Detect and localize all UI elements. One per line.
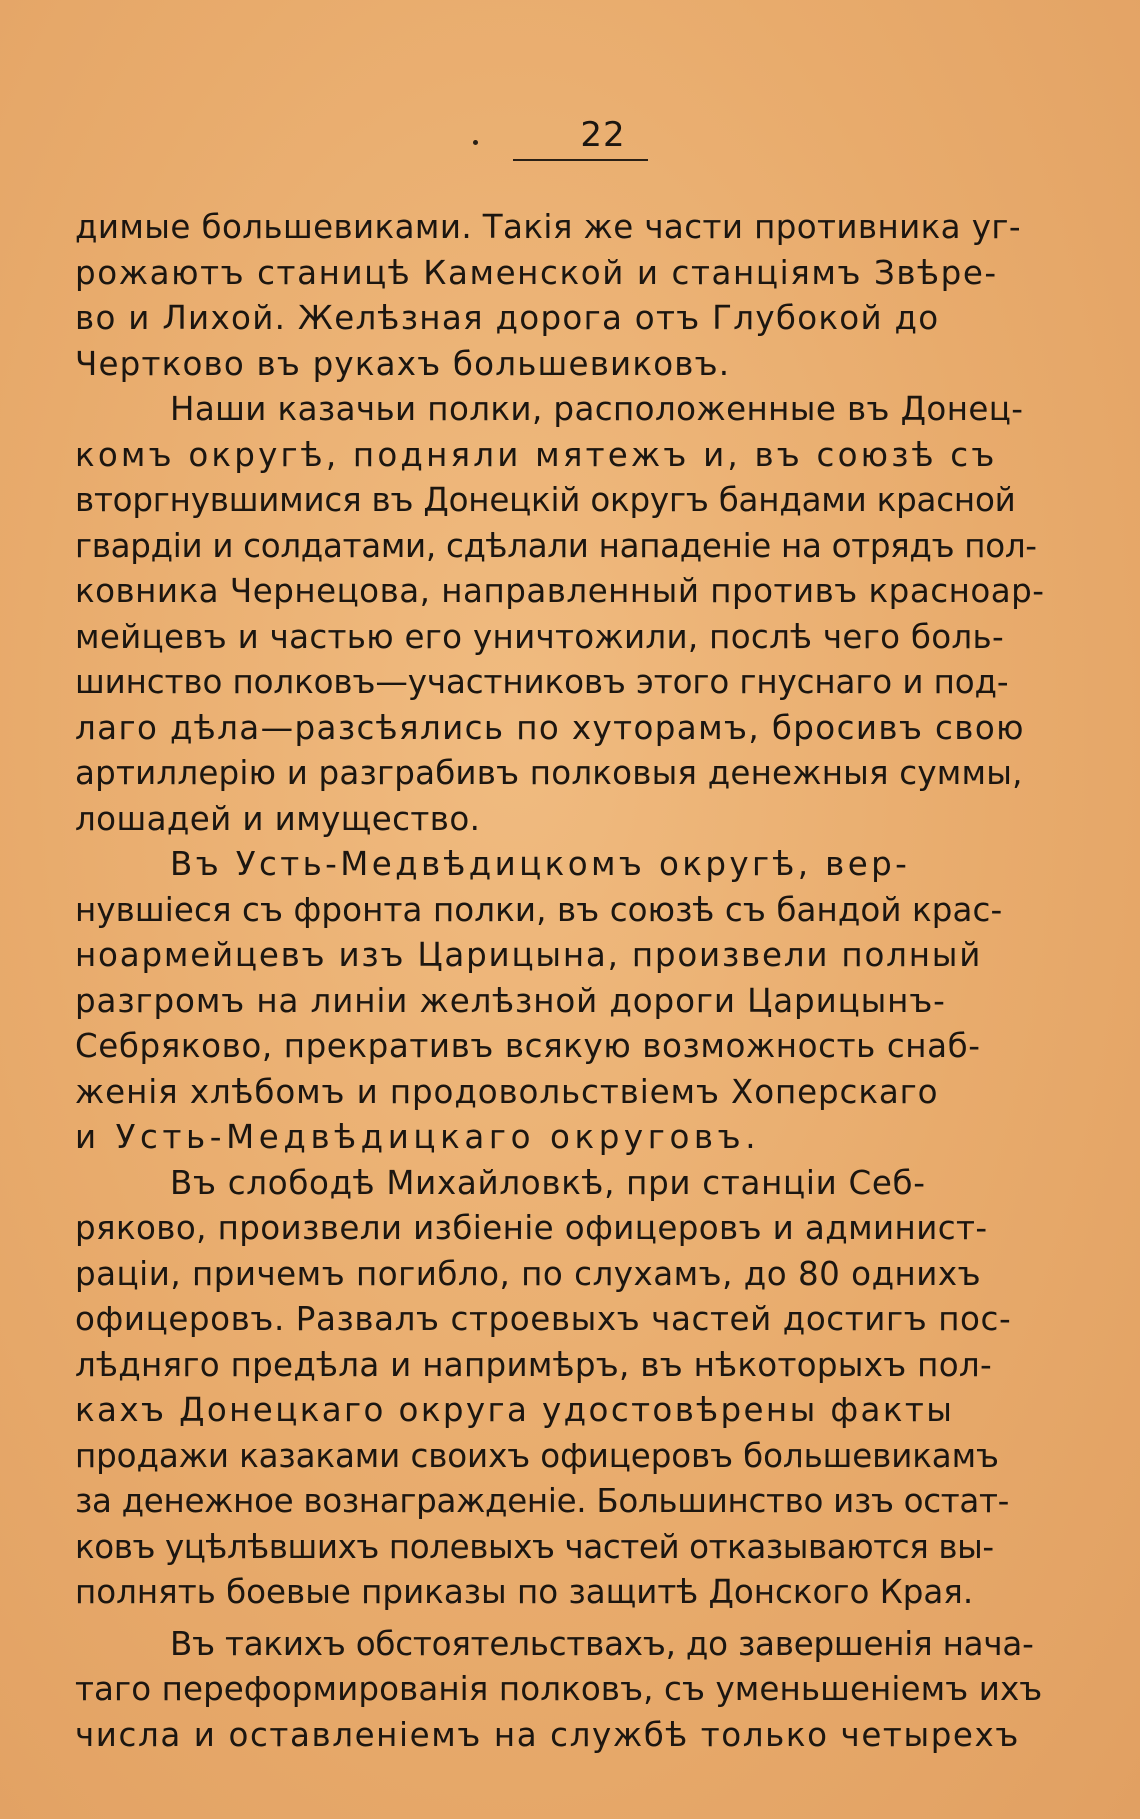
text-line: кахъ Донецкаго округа удостовѣрены факты: [75, 1391, 955, 1429]
text-line: Чертково въ рукахъ большевиковъ.: [75, 344, 731, 383]
paragraph-start: Въ Усть-Медвѣдицкомъ округѣ, вер-: [170, 845, 911, 883]
text-line: продажи казаками своихъ офицеровъ большевикамъ: [75, 1436, 999, 1475]
text-line: во и Лихой. Желѣзная дорога отъ Глубокой до: [75, 299, 940, 337]
text-line: гвардіи и солдатами, сдѣлали нападеніе на отрядъ пол-: [75, 526, 1037, 565]
text-line: офицеровъ. Развалъ строевыхъ частей достигъ пос-: [75, 1300, 1012, 1338]
paragraph-start: Въ слободѣ Михайловкѣ, при станціи Себ-: [170, 1163, 926, 1202]
header-dot: [473, 140, 478, 145]
text-line: ковника Чернецова, направленный противъ красноар-: [75, 572, 1045, 610]
text-line: артиллерію и разграбивъ полковыя денежныя суммы,: [75, 754, 1023, 792]
text-line: лошадей и имущество.: [75, 799, 481, 838]
text-line: за денежное вознагражденіе. Большинство изъ остат-: [75, 1482, 1010, 1520]
text-line: раціи, причемъ погибло, по слухамъ, до 80 однихъ: [75, 1254, 982, 1293]
text-line: рожаютъ станицѣ Каменской и станціямъ Звѣре-: [75, 253, 998, 292]
text-line: лѣдняго предѣла и напримѣръ, въ нѣкоторыхъ пол-: [75, 1345, 993, 1384]
text-line: женія хлѣбомъ и продовольствіемъ Хоперскаго: [75, 1072, 939, 1111]
text-line: ноармейцевъ изъ Царицына, произвели полный: [75, 936, 983, 974]
body-text: [75, 205, 1095, 1758]
text-line: мейцевъ и частью его уничтожили, послѣ чего боль-: [75, 617, 1004, 656]
text-line: Себряково, прекративъ всякую возможность снаб-: [75, 1027, 981, 1065]
text-line: и Усть-Медвѣдицкаго округовъ.: [75, 1118, 761, 1156]
text-line: шинство полковъ—участниковъ этого гнуснаго и под-: [75, 663, 1009, 701]
text-line: лаго дѣла—разсѣялись по хуторамъ, бросивъ свою: [75, 708, 1025, 747]
text-line: полнять боевые приказы по защитѣ Донского Края.: [75, 1573, 974, 1611]
text-line: таго переформированія полковъ, съ уменьшеніемъ ихъ: [75, 1670, 1043, 1708]
text-line: нувшіеся съ фронта полки, въ союзѣ съ бандой крас-: [75, 890, 1003, 929]
text-line: комъ округѣ, подняли мятежъ и, въ союзѣ съ: [75, 435, 998, 474]
text-line: числа и оставленіемъ на службѣ только четырехъ: [75, 1715, 1020, 1754]
text-line: ковъ уцѣлѣвшихъ полевыхъ частей отказываются вы-: [75, 1527, 994, 1566]
paragraph-start: Въ такихъ обстоятельствахъ, до завершенія нача-: [170, 1624, 1034, 1663]
text-line: димые большевиками. Такія же части противника уг-: [75, 208, 1021, 246]
paragraph-start: Наши казачьи полки, расположенные въ Донец-: [170, 390, 1024, 428]
text-line: разгромъ на линіи желѣзной дороги Царицынъ-: [75, 981, 946, 1020]
header-rule: [513, 159, 648, 161]
page-header: [0, 110, 1140, 170]
text-line: вторгнувшимися въ Донецкій округъ бандами красной: [75, 481, 1016, 519]
text-line: ряково, произвели избіеніе офицеровъ и админист-: [75, 1209, 988, 1247]
page-number: 22: [580, 115, 626, 155]
